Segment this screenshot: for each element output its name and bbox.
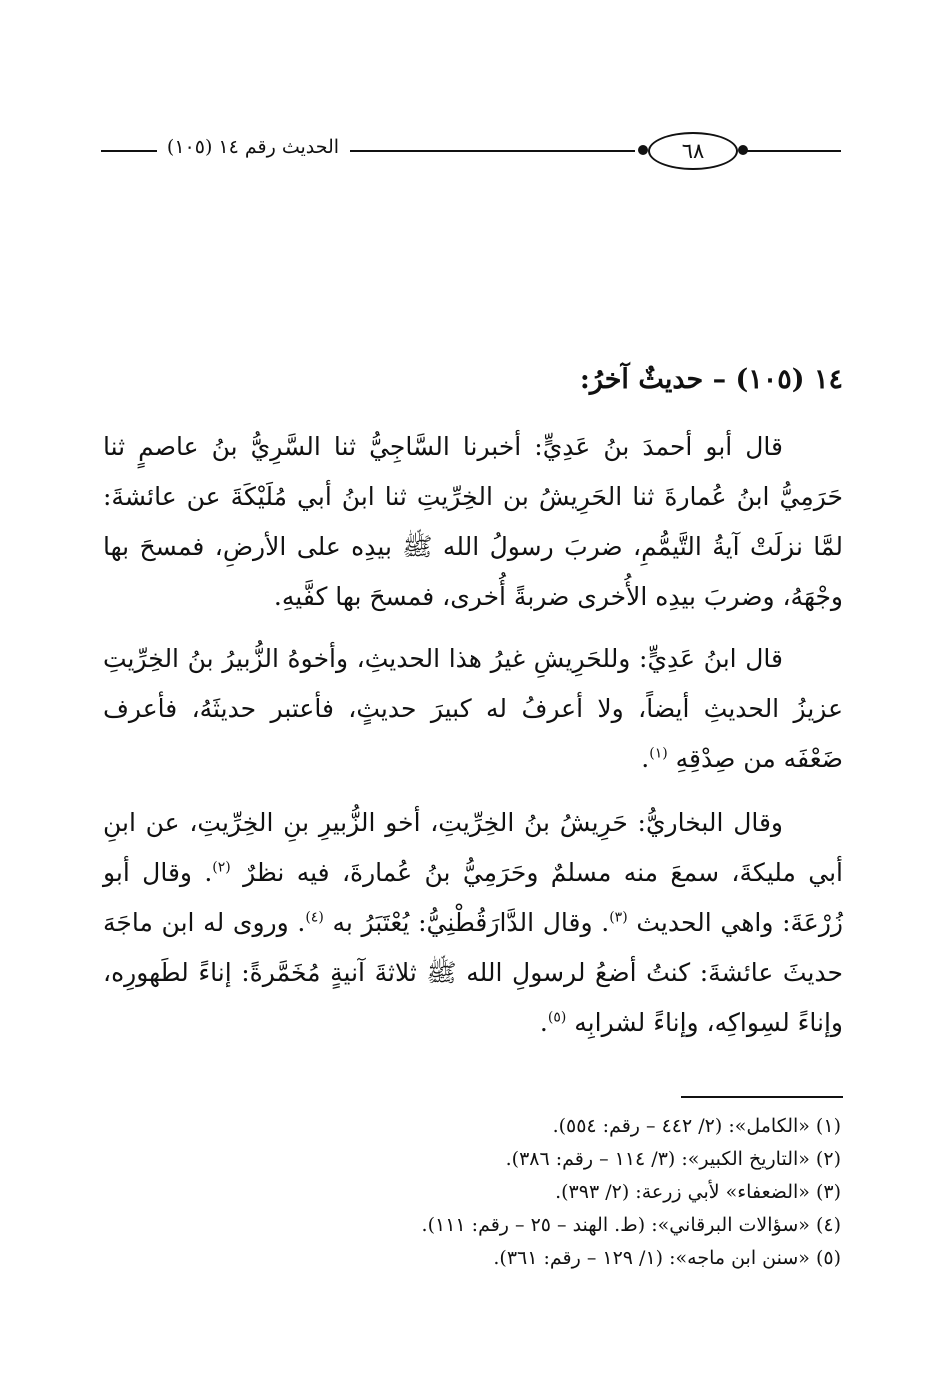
paragraph-3-part-1: وقال البخاريُّ: حَرِيشُ بنُ الخِرِّيتِ، أخو الزُّبيرِ بنِ الخِرِّيتِ، عن ابنِ أبي مليكةَ، سمعَ منه مسلمٌ وحَرَمِيُّ بنُ عُمارةَ، فيه نظرٌ bbox=[103, 808, 844, 887]
footnote-5: (٥) «سنن ابن ماجه»: (١/ ١٢٩ – رقم: ٣٦١). bbox=[493, 1247, 841, 1269]
footnote-ref-1: (١) bbox=[649, 745, 668, 762]
footnote-ref-5: (٥) bbox=[547, 1009, 567, 1026]
header-rule-middle bbox=[350, 150, 635, 152]
running-title: الحديث رقم ١٤ (١٠٥) bbox=[166, 136, 340, 158]
footnotes bbox=[103, 1096, 843, 1275]
footnote-3: (٣) «الضعفاء» لأبي زرعة: (٢/ ٣٩٣). bbox=[555, 1181, 841, 1203]
header-rule-right bbox=[746, 150, 841, 152]
footnote-1: (١) «الكامل»: (٢/ ٤٤٢ – رقم: ٥٥٤). bbox=[552, 1115, 841, 1137]
footnote-ref-4: (٤) bbox=[305, 909, 324, 926]
footnote-ref-2: (٢) bbox=[212, 859, 231, 876]
paragraph-2 bbox=[103, 634, 843, 784]
footnote-2: (٢) «التاريخ الكبير»: (٣/ ١١٤ – رقم: ٣٨٦). bbox=[505, 1148, 841, 1170]
paragraph-3-part-3: . وقال الدَّارَقُطْنِيُّ: يُعْتَبَرُ به bbox=[332, 908, 610, 937]
paragraph-3-part-4: . وروى له ابن ماجَهَ حديثَ عائشةَ: كنتُ أضعُ لرسولِ الله ﷺ ثلاثةَ آنيةٍ مُخَمَّرةً: إناءً لطَهورِه، وإناءً لسِواكِه، وإناءً لشرابِه bbox=[103, 908, 843, 1037]
paragraph-3 bbox=[103, 798, 843, 1048]
paragraph-2-end: . bbox=[641, 744, 650, 773]
main-text bbox=[103, 360, 843, 1058]
paragraph-3-part-2: . وقال أبو زُرْعَةَ: واهي الحديث bbox=[103, 858, 843, 937]
page-number: ٦٨ bbox=[648, 132, 738, 170]
footnote-separator bbox=[681, 1096, 843, 1098]
section-heading: ١٤ (١٠٥) – حديثٌ آخرُ: bbox=[579, 364, 843, 395]
paragraph-1: قال أبو أحمدَ بنُ عَدِيٍّ: أخبرنا السَّاجِيُّ ثنا السَّرِيُّ بنُ عاصمٍ ثنا حَرَمِيُّ ابنُ عُمارةَ ثنا الحَرِيشُ بن الخِرِّيتِ ثنا ابنُ أبي مُلَيْكَةَ عن عائشةَ: لمَّا نزلَتْ آيةُ التَّيمُّمِ، ضربَ رسولُ الله ﷺ بيدِه على الأرضِ، فمسحَ بها وجْهَهُ، وضربَ بيدِه الأُخرى ضربةً أُخرى، فمسحَ بها كفَّيهِ. bbox=[103, 432, 843, 611]
paragraph-3-end: . bbox=[539, 1008, 548, 1037]
footnote-ref-3: (٣) bbox=[609, 909, 628, 926]
header-rule-left bbox=[101, 150, 157, 152]
paragraph-2-text: قال ابنُ عَدِيٍّ: وللحَرِيشِ غيرُ هذا الحديثِ، وأخوهُ الزُّبيرُ بنُ الخِرِّيتِ عزيزُ الحديثِ أيضاً، ولا أعرفُ له كبيرَ حديثٍ، فأعتبر حديثَهُ، فأعرف ضَعْفَه من صِدْقِهِ bbox=[103, 644, 843, 773]
page-header bbox=[0, 128, 945, 172]
header-ornament-dot-left bbox=[638, 145, 648, 155]
footnote-4: (٤) «سؤالات البرقاني»: (ط. الهند – ٢٥ – رقم: ١١١). bbox=[421, 1214, 841, 1236]
